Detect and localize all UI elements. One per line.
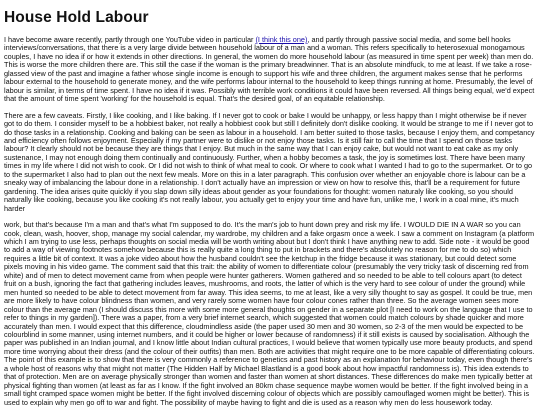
paragraph-1-text-start: I have become aware recently, partly through one YouTube video in particular <box>4 35 256 44</box>
paragraph-2: There are a few caveats. Firstly, I like cooking, and I like baking. If I never got to cook or bake I would be unhappy, or less happy than I might otherwise be if never got to do them. I consider myself to be a hobbiest baker, not really a hobbiest cook but still I definitely don't dislike cooking. It would be strange to me if I never got to do those tasks in a relationship. Cooking and baking can be seen as labour in a household. I am better suited to those tasks, because I enjoy them, and competancy and efficiency often follows enjoyment. Especially if my partner were to dislike or not enjoy those tasks. Is it still fair to call the time that I spend on those tasks labour? It clearly should not be because they are things that I enjoy. But much in the same way that I can enjoy cake, but would not want to eat cake as my only sustenance, I may not enough doing them continually and continuously. Further, when a hobby becomes a task, the joy is sometimes lost. There have been many times in my life where I did not wish to cook. Or I did not wish to think of what meal to cook. Or where to cook what I wanted I had to go to the supermarket. Or to go to the supermarket I also had to plan out the next few meals. More on this in a later paragraph. This confusion over whether an enjoyable chore is labour can be a sneaky way of imbalancing the labour done in a relationship. I don't actually have an impression or view on how to resolve this, that'll be a requirement for future gardening. The idea arises quite quickly if you slap down silly ideas about gender as your foundations for thought: women naturaly like cooking, so you should naturally like cooking, because you like cooking it's not really labour, you actually get to enjoy your time and have fun, unlike me, I work in a coal mine, it's much harder <box>4 110 535 213</box>
paragraph-1-text-end: , and partly through passive social media, and some bell hooks interviews/conversations, that there is a very large divide between household labour of a man and a woman. This refers specifically to heterosexual monogamous couples, I have no idea if or how it extends in other directions. In general, the women do more household labour (as measured in time spent per week) than men do. This is worse the more children there are. This still the case if the woman is the primary breadwinner. That is an absolute mindfuck, to me at least. If we take a rose-glassed view of the past and imagine a father whose single income is enough to support his wife and three children, the argument makes sense that he performs labour external to the household to generate money, and the wife performs labour internal to the household to keep things running at home. Presumably, the level of labour is similar, in terms of time spent. I have no idea if it was. Possibly with terrible work conditions it could have been reversed. All things being equal, we'd expect that the amount of time spent 'working' for the household is equal. That's the desired goal, of an equitable relationship. <box>4 35 535 104</box>
paragraph-1 <box>4 36 536 104</box>
paragraph-3: work, but that's because I'm a man and that's what I'm supposed to do. It's the man's job to hunt down prey and risk my life. I WOULD DIE IN A WAR so you can cook, clean, wash, hoover, shop, manage my social calendar, my wardrobe, my children and a fake orgasm once a week. I saw a comment on Instagram (a platform which I am trying to use less, perhaps thoughts on social media will be worth writing about but I don't think I have anything new to add. Side note - it would be good to add a way of viewing footnotes somehow because this is really quite a long thing to put in brackets and there's absolutely no reason for me to do so) which requires a little bit of context. It was a joke video about how the husband couldn't see the ketchup in the fridge because it was stationary, but could detect some pixels moving in his video game. The comment said that this trait: the ability of women to differentiate colour (presumably the very tricky task of discerning red from white) and of men to detect movement came from when people were hunter gatherers. Women gathered and so needed to be able to tell colours apart (to detect fruit on a bush, ignoring the fact that gathering includes leaves, mushrooms, and roots, the latter of which is the very hard to see colour of under the ground) while men hunted so needed to be able to detect movement from far away. This idea seems, to me at least, like a very silly thought to say as gospel. It could be true, men are more likely to have colour blindness than women, and very rarely some women have four colour cones rather than three. So the average women sees more colour than the average man (I should discuss this more with some more general thoughts on gender in a separate plot [I need to work on the language that I use to refer to things in my garden]). There was a paper, from a very brief internet search, which suggested that women could match colours by shade quicker and more accurately than men. I would expect that this difference, cloudmindless aside (the paper used 30 men and 30 women, so 2-3 of the men would be expected to be colourblind in some manner, using internet numbers, and it could be higher or lower because of randomness) if it still exists is caused by socialisation. Although the paper was published in an Indian journal, and I know little about Indian cultural practices, I would believe that women typically use more beauty products, and spend more time worrying about their dress (and the colour of their outfits) than men. Both are activities that might require one to be more capable of differentiating colours. The point of this example is to show that there is very commonly a reference to genetics and past history as an explanation for behaviour today, even though there's a whole host of reasons why that might not matter (The Hidden Half by Michael Blastland is a good book about how impactful randomness is). This idea extends to that of protection. Men are on average physically stronger than women and faster than women at short distances. These differences do make men typically better at physical fighting than women (at least as far as I know. If the fight involved an 80km chase sequence maybe women would be better. If the fight involved being in a small tight cramped space women might be better. If the fight involved discerning colour of objects which are possibly camouflaged women might be better). This is used to explain why men go off to war and fight. The possibility of maybe having to fight and die is used as a reason why men do less housework today. <box>4 220 535 407</box>
youtube-video-link[interactable]: (I think this one) <box>255 35 308 44</box>
article-title: House Hold Labour <box>4 9 149 26</box>
article <box>4 0 536 407</box>
